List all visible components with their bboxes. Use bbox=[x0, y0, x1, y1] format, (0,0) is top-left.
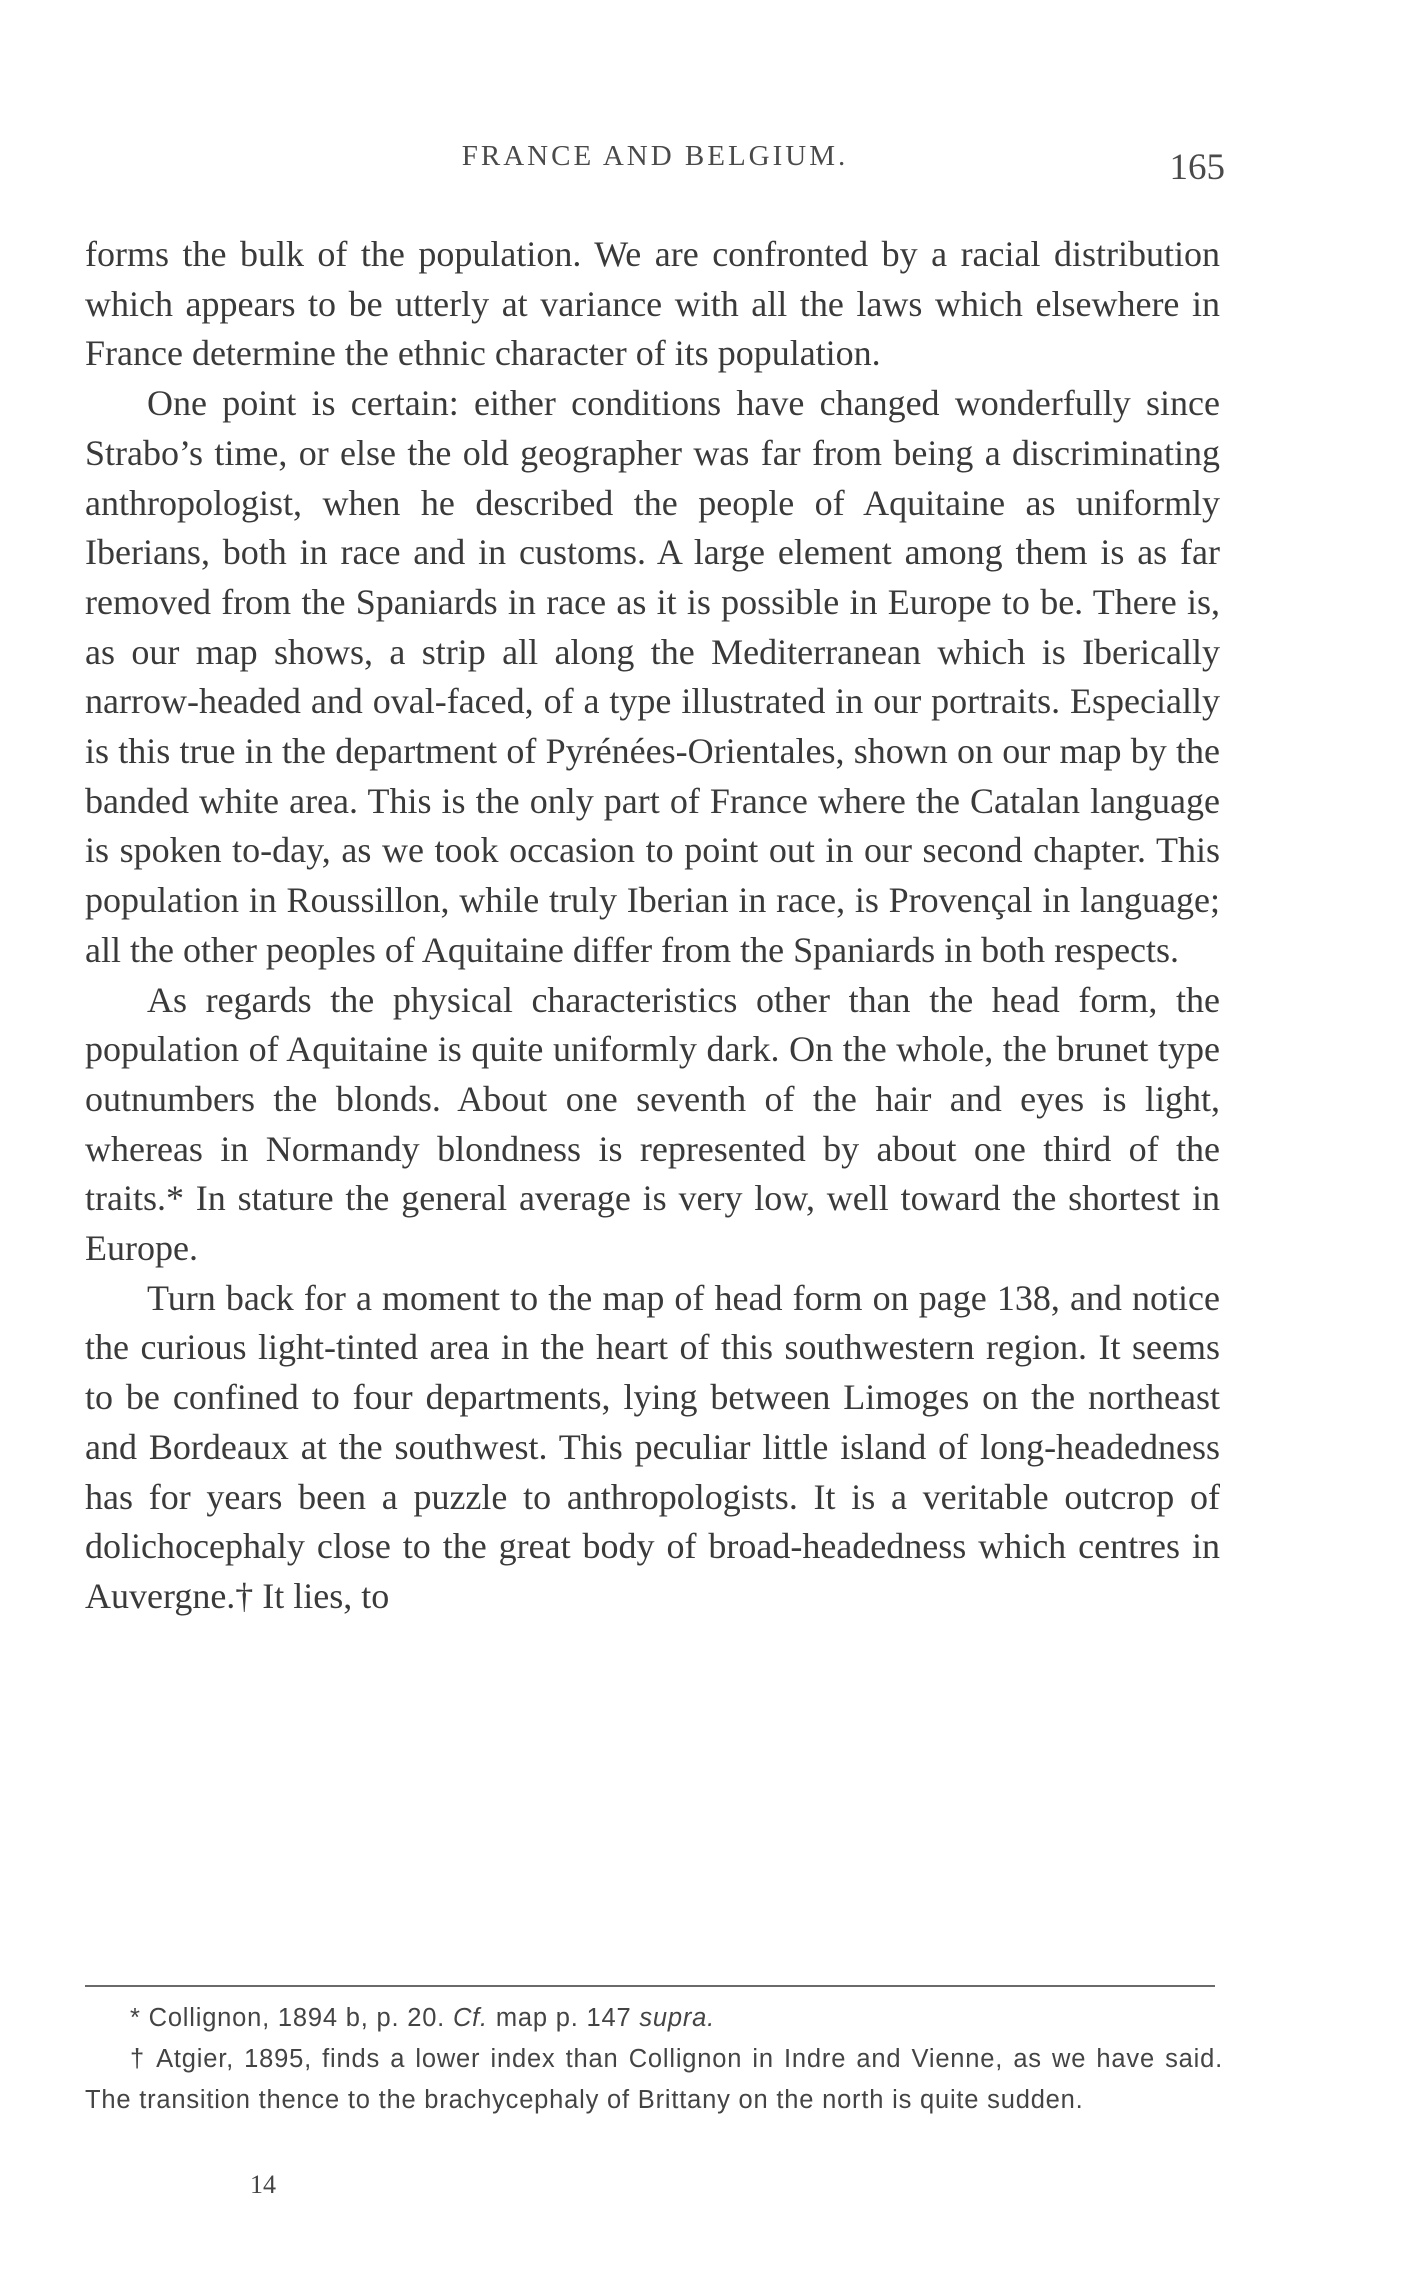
footnote-1-map-ref: map p. 147 bbox=[487, 2004, 640, 2032]
footnote-1-cf: Cf. bbox=[452, 2004, 488, 2032]
footnote-2: † Atgier, 1895, finds a lower index than Collignon in Indre and Vienne, as we have said. The transition thence to the brachycephaly of Brittany on the north is quite sudden. bbox=[85, 2045, 1223, 2114]
page-number: 165 bbox=[1169, 147, 1225, 188]
paragraph-3: As regards the physical characteristics other than the head form, the population of Aquitaine is quite uniformly dark. On the whole, the brunet type outnumbers the blonds. About one seventh of the hair and eyes is light, whereas in Normandy blondness is represented by about one third of the traits.* In stature the general average is very low, well toward the shortest in Europe. bbox=[85, 979, 1220, 1269]
footnote-divider bbox=[85, 1985, 1215, 1987]
paragraph-4: Turn back for a moment to the map of head form on page 138, and notice the curious light-tinted area in the heart of this southwestern region. It seems to be confined to four departments, lying between Limoges on the northeast and Bordeaux at the southwest. This peculiar little island of long-headedness has for years been a puzzle to anthropologists. It is a veritable outcrop of dolichocephaly close to the great body of broad-headedness which centres in Auvergne.† It lies, to bbox=[85, 1277, 1220, 1616]
running-title: FRANCE AND BELGIUM. bbox=[461, 140, 849, 172]
footnotes bbox=[85, 1998, 1223, 2121]
paragraph-1: forms the bulk of the population. We are confronted by a racial distribution which appears to be utterly at variance with all the laws which elsewhere in France determine the ethnic character of its population. bbox=[85, 234, 1220, 374]
footnote-1-supra: supra. bbox=[639, 2004, 715, 2032]
footnote-1 bbox=[85, 1998, 1223, 2039]
body-text bbox=[85, 230, 1220, 1622]
footnote-1-citation: * Collignon, 1894 b, p. 20. bbox=[130, 2004, 453, 2032]
signature-mark: 14 bbox=[250, 2170, 276, 2199]
paragraph-2: One point is certain: either conditions have changed wonderfully since Strabo’s time, or else the old geographer was far from being a discriminating anthropologist, when he described the people of Aquitaine as uniformly Iberians, both in race and in customs. A large element among them is as far removed from the Spaniards in race as it is possible in Europe to be. There is, as our map shows, a strip all along the Mediterranean which is Iberically narrow-headed and oval-faced, of a type illustrated in our portraits. Especially is this true in the department of Pyrénées-Orientales, shown on our map by the banded white area. This is the only part of France where the Catalan language is spoken to-day, as we took occasion to point out in our second chapter. This population in Roussillon, while truly Iberian in race, is Provençal in language; all the other peoples of Aquitaine differ from the Spaniards in both respects. bbox=[85, 383, 1220, 970]
page-header bbox=[85, 140, 1225, 200]
